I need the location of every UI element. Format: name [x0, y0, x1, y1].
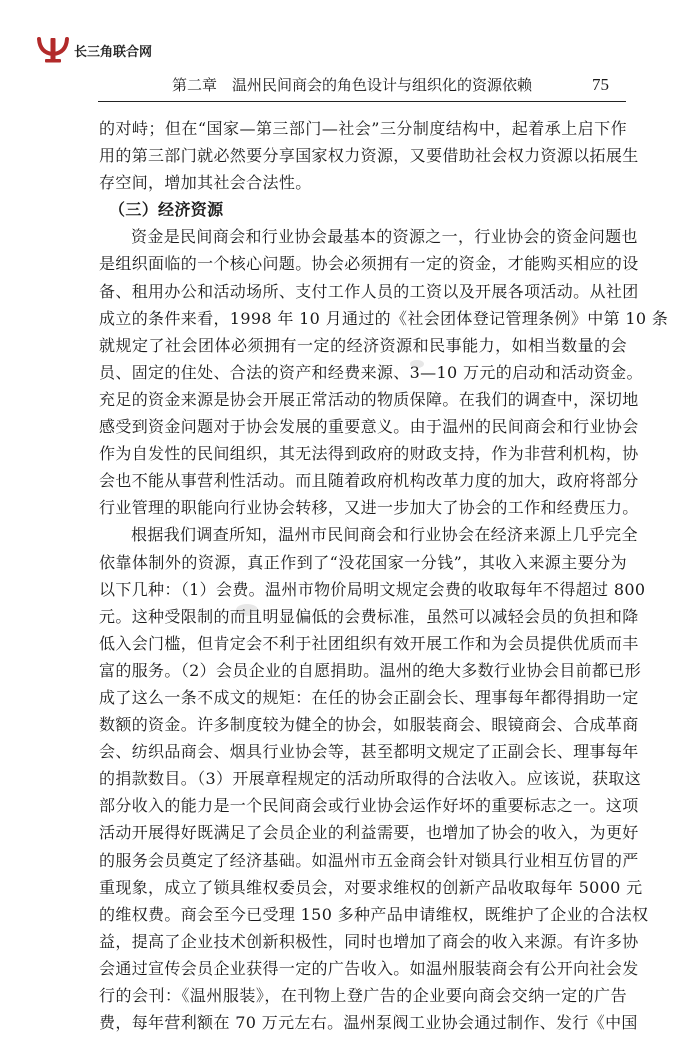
text-line: 重现象，成立了锁具维权委员会，对要求维权的创新产品收取每年 5000 元 — [99, 877, 643, 897]
text-line: 的捐款数目。（3）开展章程规定的活动所取得的合法收入。应该说，获取这 — [99, 769, 642, 789]
text-line: 根据我们调查所知，温州市民间商会和行业协会在经济来源上几乎完全 — [131, 525, 638, 545]
text-line: 以下几种：（1）会费。温州市物价局明文规定会费的收取每年不得超过 800 — [99, 579, 646, 599]
text-line: 数额的资金。许多制度较为健全的协会，如服装商会、眼镜商会、合成革商 — [99, 715, 639, 735]
text-line: 益，提高了企业技术创新积极性，同时也增加了商会的收入来源。有许多协 — [99, 931, 639, 951]
text-line: 成立的条件来看，1998 年 10 月通过的《社会团体登记管理条例》中第 10 条 — [99, 308, 669, 328]
text-line: 会、纺织品商会、烟具行业协会等，甚至都明文规定了正副会长、理事每年 — [99, 742, 639, 762]
text-line: 行的会刊：《温州服装》，在刊物上登广告的企业要向商会交纳一定的广告 — [99, 986, 627, 1005]
text-line: 成了这么一条不成文的规矩：在任的协会正副会长、理事每年都得捐助一定 — [99, 687, 639, 707]
text-line: 行业管理的职能向行业协会转移，又进一步加大了协会的工作和经费压力。 — [99, 498, 639, 518]
text-line: 费，每年营利额在 70 万元左右。温州泵阀工业协会通过制作、发行《中国 — [99, 1013, 638, 1033]
text-line: 会也不能从事营利性活动。而且随着政府机构改革力度的加大，政府将部分 — [99, 471, 639, 491]
text-line: 依靠体制外的资源，真正作到了“没花国家一分钱”，其收入来源主要分为 — [99, 552, 627, 572]
text-line: 备、租用办公和活动场所、支付工作人员的工资以及开展各项活动。从社团 — [99, 281, 639, 301]
site-logo — [36, 36, 152, 64]
text-line: 活动开展得好既满足了会员企业的利益需要，也增加了协会的收入，为更好 — [99, 823, 639, 843]
scan-speck — [236, 604, 258, 616]
text-line: 资金是民间商会和行业协会最基本的资源之一，行业协会的资金问题也 — [131, 227, 638, 247]
text-line: 就规定了社会团体必须拥有一定的经济资源和民事能力，如相当数量的会 — [99, 335, 627, 355]
text-line: 是组织面临的一个核心问题。协会必须拥有一定的资金，才能购买相应的设 — [99, 254, 639, 274]
running-head: 第二章 温州民间商会的角色设计与组织化的资源依赖 — [172, 76, 533, 94]
section-heading: （三）经济资源 — [109, 200, 224, 220]
text-line: 的服务会员奠定了经济基础。如温州市五金商会针对锁具行业相互仿冒的严 — [99, 850, 639, 870]
body-text — [99, 115, 669, 1036]
text-line: 用的第三部门就必然要分享国家权力资源，又要借助社会权力资源以拓展生 — [99, 146, 639, 166]
text-line: 的维权费。商会至今已受理 150 多种产品申请维权，既维护了企业的合法权 — [99, 904, 649, 924]
text-line: 作为自发性的民间组织，其无法得到政府的财政支持，作为非营利机构，协 — [99, 444, 639, 464]
site-logo-text: 长三角联合网 — [74, 44, 153, 60]
text-line: 元。这种受限制的而且明显偏低的会费标准，虽然可以减轻会员的负担和降 — [99, 606, 639, 626]
site-logo-mark-icon — [36, 36, 70, 64]
text-line: 感受到资金问题对于协会发展的重要意义。由于温州的民间商会和行业协会 — [99, 417, 639, 437]
text-line: 低入会门槛，但肯定会不利于社团组织有效开展工作和为会员提供优质而丰 — [99, 633, 639, 653]
text-line: 员、固定的住处、合法的资产和经费来源、3—10 万元的启动和活动资金。 — [99, 362, 643, 382]
header-rule — [98, 101, 626, 102]
text-line: 存空间，增加其社会合法性。 — [99, 173, 312, 193]
text-line: 部分收入的能力是一个民间商会或行业协会运作好坏的重要标志之一。这项 — [99, 796, 639, 816]
scan-speck — [410, 360, 424, 368]
page-number: 75 — [592, 75, 609, 94]
text-line: 富的服务。（2）会员企业的自愿捐助。温州的绝大多数行业协会目前都已形 — [99, 660, 642, 680]
text-line: 的对峙；但在“国家—第三部门—社会”三分制度结构中，起着承上启下作 — [99, 119, 627, 138]
text-line: 会通过宣传会员企业获得一定的广告收入。如温州服装商会有公开向社会发 — [99, 958, 639, 978]
text-line: 充足的资金来源是协会开展正常活动的物质保障。在我们的调查中，深切地 — [99, 389, 639, 409]
